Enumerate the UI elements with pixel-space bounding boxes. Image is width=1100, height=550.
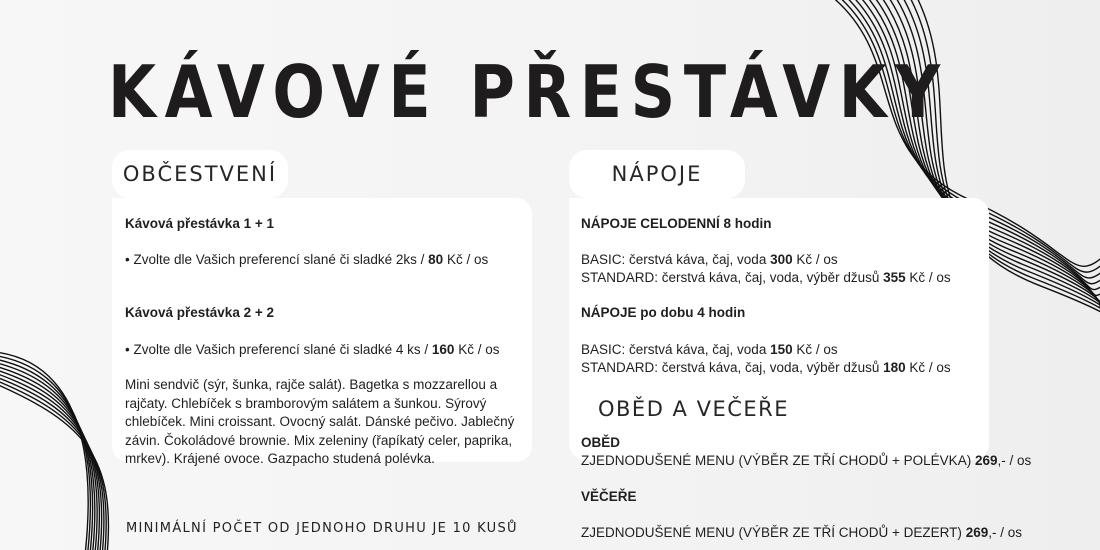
coffee-break-2-price: 160 — [431, 342, 455, 357]
meals-heading: OBĚD A VEČEŘE — [598, 397, 790, 421]
drinks-four-hours-heading: NÁPOJE po dobu 4 hodin — [581, 305, 746, 320]
wave-line — [0, 377, 104, 550]
dinner-label: VĚČEŘE — [581, 489, 637, 504]
coffee-break-2-title: Kávová přestávka 2 + 2 — [125, 305, 274, 320]
drinks-full-day-standard: STANDARD: čerstvá káva, čaj, voda, výběr džusů 355 Kč / os — [581, 270, 951, 285]
dinner-price: 269 — [965, 525, 989, 540]
drinks-full-day-heading: NÁPOJE CELODENNÍ 8 hodin — [581, 216, 772, 231]
coffee-break-1-title: Kávová přestávka 1 + 1 — [125, 216, 274, 231]
coffee-break-1-line: • Zvolte dle Vašich preferencí slané či sladké 2ks / 80 Kč / os — [125, 252, 489, 267]
lunch-menu-line: ZJEDNODUŠENÉ MENU (VÝBĚR ZE TŘÍ CHODŮ + POLÉVKA) 269,- / os — [581, 453, 1032, 468]
refreshments-heading: OBČESTVENÍ — [122, 162, 278, 186]
drinks-full-day-basic-price: 300 — [770, 252, 793, 267]
wave-line — [0, 356, 90, 550]
refreshments-menu-text: Mini sendvič (sýr, šunka, rajče salát). Bagetka s mozzarellou a rajčaty. Chlebíček s bramborovým salátem a šunkou. Sýrový chlebíček. Mini croissant. Ovocný salát. Dánské pečivo. Jablečný závin. Čokoládové brownie. Mix zeleniny (řapíkatý celer, paprika, mrkev). Krájené ovoce. Gazpacho studená polévka. — [125, 377, 515, 466]
wave-line — [0, 359, 93, 550]
wave-line — [0, 352, 88, 550]
wave-line — [0, 363, 95, 550]
lunch-price: 269 — [974, 453, 998, 468]
drinks-four-hours-standard: STANDARD: čerstvá káva, čaj, voda, výběr džusů 180 Kč / os — [581, 360, 951, 375]
coffee-break-1-price: 80 — [428, 252, 444, 267]
page-title: KÁVOVÉ PŘESTÁVKY — [108, 50, 949, 134]
wave-line — [0, 373, 102, 550]
wave-line — [0, 370, 99, 550]
drinks-four-hours-basic: BASIC: čerstvá káva, čaj, voda 150 Kč / os — [581, 342, 838, 357]
drinks-full-day-standard-price: 355 — [883, 270, 906, 285]
wave-line — [0, 384, 108, 550]
drinks-full-day-basic: BASIC: čerstvá káva, čaj, voda 300 Kč / os — [581, 252, 838, 267]
lunch-label: OBĚD — [581, 435, 621, 450]
coffee-break-2-line: • Zvolte dle Vašich preferencí slané či sladké 4 ks / 160 Kč / os — [125, 342, 500, 357]
drinks-heading-pill — [569, 150, 745, 198]
drinks-four-hours-basic-price: 150 — [770, 342, 793, 357]
wave-line — [0, 366, 97, 550]
drinks-heading: NÁPOJE — [611, 162, 703, 186]
drinks-four-hours-standard-price: 180 — [883, 360, 906, 375]
dinner-menu-line: ZJEDNODUŠENÉ MENU (VÝBĚR ZE TŘÍ CHODŮ + DEZERT) 269,- / os — [581, 525, 1022, 540]
refreshments-heading-pill — [112, 150, 288, 198]
wave-line — [0, 380, 106, 550]
footer-note: MINIMÁLNÍ POČET OD JEDNOHO DRUHU JE 10 KUSŮ — [126, 521, 518, 536]
